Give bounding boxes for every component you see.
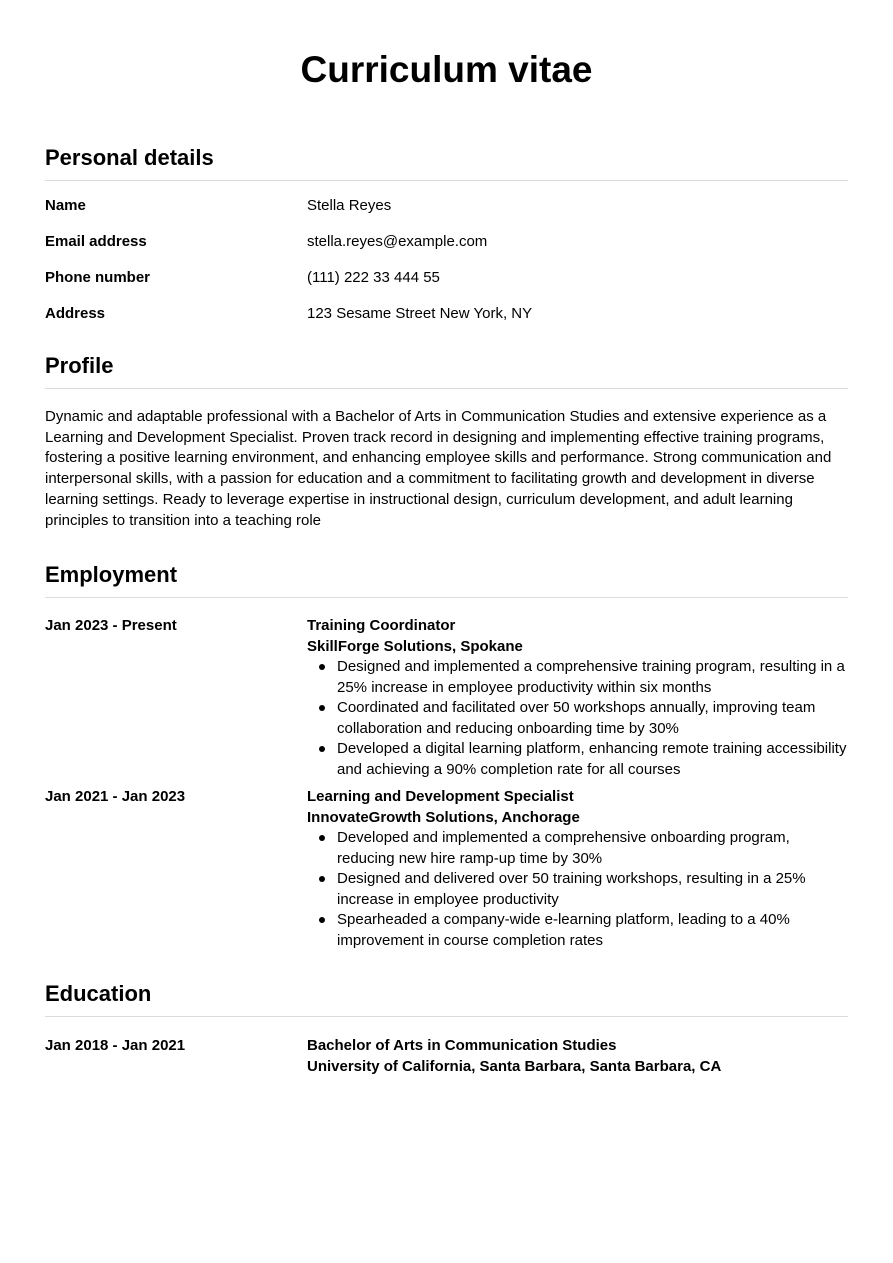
detail-value: 123 Sesame Street New York, NY [307,305,533,322]
detail-label: Address [45,305,106,322]
detail-value: Stella Reyes [307,197,392,214]
achievement-list [307,828,848,951]
achievement-item: Developed a digital learning platform, enhancing remote training accessibility and achieving a 90% completion rate for all courses [307,739,848,780]
detail-label: Email address [45,233,147,250]
profile-summary: Dynamic and adaptable professional with a Bachelor of Arts in Communication Studies and extensive experience as a Learning and Development Specialist. Proven track record in designing and implementing effective training programs, fostering a positive learning environment, and enhancing employee skills and performance. Strong communication and interpersonal skills, with a passion for education and a commitment to facilitating growth and development in diverse learning settings. Ready to leverage expertise in instructional design, curriculum development, and adult learning principles to transition into a teaching role [45,408,832,529]
detail-value: stella.reyes@example.com [307,233,488,250]
entry-dates: Jan 2018 - Jan 2021 [45,1037,186,1055]
entry-body [307,787,848,951]
entry-dates: Jan 2023 - Present [45,617,177,635]
education-entries [45,1036,848,1077]
detail-row-phone [45,268,848,288]
achievement-item: Designed and delivered over 50 training workshops, resulting in a 25% increase in employee productivity [307,869,848,910]
personal-details-list [45,196,848,324]
detail-row-address [45,304,848,324]
degree-title: Bachelor of Arts in Communication Studies [307,1037,617,1055]
achievement-item: Coordinated and facilitated over 50 workshops annually, improving team collaboration and reducing onboarding time by 30% [307,698,848,739]
section-heading-profile: Profile [45,352,848,389]
detail-row-email [45,232,848,252]
employment-entry [45,616,848,780]
employment-entries [45,616,848,951]
entry-body [307,1036,848,1077]
detail-row-name [45,196,848,216]
detail-label: Phone number [45,269,151,286]
profile-section [45,352,848,531]
employer: SkillForge Solutions, Spokane [307,637,523,655]
employer: InnovateGrowth Solutions, Anchorage [307,808,580,826]
detail-label: Name [45,197,86,214]
education-entry [45,1036,848,1077]
detail-value: (111) 222 33 444 55 [307,269,440,286]
section-heading-employment: Employment [45,561,848,598]
institution: University of California, Santa Barbara, Santa Barbara, CA [307,1057,722,1075]
entry-dates: Jan 2021 - Jan 2023 [45,788,186,806]
personal-details-section [45,144,848,324]
achievement-item: Spearheaded a company-wide e-learning platform, leading to a 40% improvement in course completion rates [307,910,848,951]
entry-body [307,616,848,780]
section-heading-education: Education [45,980,848,1017]
job-title: Training Coordinator [307,617,456,635]
document-title: Curriculum vitae [300,49,593,90]
employment-section [45,561,848,951]
achievement-item: Designed and implemented a comprehensive training program, resulting in a 25% increase in employee productivity within six months [307,657,848,698]
job-title: Learning and Development Specialist [307,788,574,806]
employment-entry [45,787,848,951]
section-heading-personal-details: Personal details [45,144,848,181]
achievement-list [307,657,848,780]
achievement-item: Developed and implemented a comprehensive onboarding program, reducing new hire ramp-up time by 30% [307,828,848,869]
education-section [45,980,848,1077]
